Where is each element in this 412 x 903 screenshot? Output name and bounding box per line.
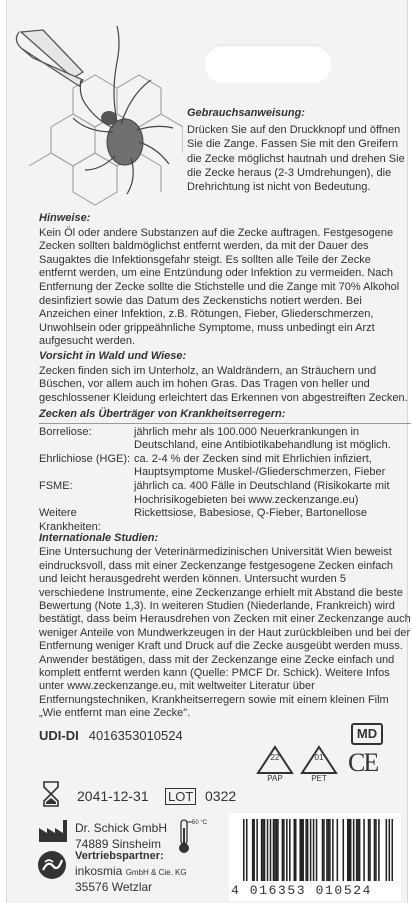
disease-desc: ca. 2-4 % der Zecken sind mit Ehrlichien infiziert, Hauptsymptome Muskel-/Gliederschmerzen, Fieber — [134, 452, 386, 479]
diseases-section — [39, 408, 411, 534]
studies-section — [39, 532, 411, 721]
barcode-bars — [243, 819, 393, 881]
barcode-bar — [389, 819, 391, 881]
barcode-bar — [252, 819, 254, 881]
disease-name: Weitere Krankheiten: — [39, 507, 101, 533]
disease-desc: Rickettsiose, Babesiose, Q-Fieber, Bartonellose — [134, 507, 367, 520]
barcode-digits: 4 016353 010524 — [231, 883, 373, 898]
disease-desc: jährlich mehr als 100.000 Neuerkrankungen in Deutschland, eine Antibiotikabehandlung ist möglich. — [134, 425, 391, 452]
barcode-bar — [350, 819, 352, 881]
barcode-bar — [270, 819, 272, 881]
recycle-code: 01 — [314, 753, 324, 762]
barcode-bar — [274, 819, 276, 881]
temperature-value: 50 °C — [192, 820, 208, 826]
udi-label: UDI-DI — [39, 728, 79, 743]
manufacturer-address: 74889 Sinsheim — [75, 837, 162, 851]
barcode-bar — [243, 819, 245, 881]
hang-hole — [203, 44, 333, 84]
diseases-table — [39, 426, 411, 535]
caution-section — [39, 350, 411, 405]
barcode-bar — [295, 819, 297, 881]
barcode-bar — [286, 819, 288, 881]
studies-heading: Internationale Studien: — [39, 532, 159, 544]
disease-desc: jährlich ca. 400 Fälle in Deutschland (Risikokarte mit Hochrisikogebieten bei www.zeckenzange.eu) — [134, 479, 390, 506]
udi-line — [39, 728, 183, 743]
barcode-bar — [328, 819, 330, 881]
distributor — [75, 849, 187, 895]
distributor-address: 35576 Wetzlar — [75, 880, 153, 894]
recycle-code: 22 — [270, 753, 280, 762]
barcode-bar — [323, 819, 325, 881]
recycling-symbol-plastic — [299, 744, 339, 788]
md-symbol: MD — [351, 723, 383, 745]
barcode-bar — [299, 819, 301, 881]
barcode-bar — [273, 819, 275, 881]
barcode-bar — [264, 819, 266, 881]
disease-name: Borreliose: — [39, 425, 92, 438]
expiry-date: 2041-12-31 — [77, 788, 149, 804]
caution-heading: Vorsicht in Wald und Wiese: — [39, 350, 187, 362]
inkosmia-logo-icon — [37, 850, 67, 880]
caution-text: Zecken finden sich im Unterholz, an Waldrändern, an Sträuchern und Büschen, vor allem auch im hohen Gras. Das Tragen von heller und geschlossener Kleidung erleichtert das Erkennen von abgestreiften Zecken. — [39, 364, 408, 404]
factory-icon — [37, 818, 69, 844]
barcode-bar — [277, 819, 279, 881]
barcode-bar — [343, 819, 345, 881]
tick-removal-illustration — [13, 18, 183, 208]
barcode-bar — [246, 819, 248, 881]
distributor-suffix: GmbH & Cie. KG — [125, 868, 187, 877]
manufacturer — [75, 820, 167, 852]
barcode-bar — [294, 819, 296, 881]
barcode-bar — [322, 819, 324, 881]
hourglass-icon — [39, 780, 63, 808]
barcode — [229, 813, 401, 901]
disease-name: Ehrlichiose (HGE): — [39, 452, 131, 465]
barcode-bar — [353, 819, 355, 881]
barcode-bar — [289, 819, 291, 881]
barcode-bar — [374, 819, 376, 881]
barcode-bar — [329, 819, 331, 881]
barcode-bar — [375, 819, 377, 881]
barcode-bar — [356, 819, 358, 881]
barcode-bar — [267, 819, 269, 881]
barcode-bar — [310, 819, 312, 881]
package-back — [6, 0, 411, 903]
barcode-bar — [392, 819, 393, 881]
barcode-bar — [337, 819, 339, 881]
barcode-bar — [378, 819, 380, 881]
barcode-bar — [256, 819, 258, 881]
barcode-bar — [363, 819, 365, 881]
udi-value: 4016353010524 — [88, 728, 183, 743]
ce-mark: CE — [348, 748, 378, 777]
recycling-symbol-paper — [255, 744, 295, 788]
usage-heading: Gebrauchsanweisung: — [187, 107, 305, 119]
hints-text: Kein Öl oder andere Substanzen auf die Zecke auftragen. Festgesogene Zecken sollten baldmöglichst entfernt werden, da mit der Dauer des Saugaktes die Infektionsgefahr steigt. Es sollten alle Teile der Zecke entfernt werden, um eine Entzündung oder Infektion zu vermeiden. Nach Entfernung der Zecke sollte die Stichstelle und die Zange mit 70% Alkohol desinfiziert sowie das Datum des Zeckenstichs notiert werden. Bei Anzeichen einer Infektion, z.B. Rötungen, Fieber, Gliederschmerzen, Unwohlsein oder grippeähnliche Symptome, muss unbedingt ein Arzt aufgesucht werden. — [39, 226, 400, 348]
usage-section — [187, 106, 409, 194]
hints-heading: Hinweise: — [39, 212, 91, 224]
barcode-bar — [347, 819, 349, 881]
lot-number: 0322 — [205, 788, 237, 804]
barcode-bar — [357, 819, 359, 881]
barcode-bar — [261, 819, 263, 881]
barcode-bar — [307, 819, 309, 881]
barcode-bar — [348, 819, 350, 881]
recycle-material: PET — [311, 774, 327, 783]
barcode-bar — [282, 819, 284, 881]
distributor-heading: Vertriebspartner: — [75, 850, 164, 862]
barcode-bar — [359, 819, 361, 881]
barcode-bar — [316, 819, 318, 881]
barcode-bar — [368, 819, 370, 881]
barcode-bar — [369, 819, 371, 881]
usage-text: Drücken Sie auf den Druckknopf und öffnen Sie die Zange. Fassen Sie mit den Greifern die Zecke möglichst hautnah und drehen Sie die Zecke heraus (2-3 Umdrehungen), die Drehrichtung ist nicht von Bedeutung. — [187, 124, 405, 194]
barcode-bar — [262, 819, 264, 881]
disease-name: FSME: — [39, 479, 73, 492]
barcode-bar — [253, 819, 255, 881]
barcode-bar — [301, 819, 303, 881]
barcode-bar — [302, 819, 304, 881]
barcode-bar — [326, 819, 328, 881]
barcode-bar — [305, 819, 307, 881]
hints-section — [39, 212, 411, 349]
lot-label: LOT — [165, 788, 196, 805]
diseases-heading: Zecken als Überträger von Krankheitserregern: — [39, 408, 411, 424]
barcode-bar — [386, 819, 388, 881]
distributor-name: inkosmia — [75, 864, 123, 878]
barcode-bar — [313, 819, 315, 881]
barcode-bar — [283, 819, 285, 881]
manufacturer-name: Dr. Schick GmbH — [75, 821, 168, 835]
barcode-bar — [276, 819, 278, 881]
studies-text: Eine Untersuchung der Veterinärmedizinischen Universität Wien beweist eindrucksvoll, dass mit einer Zeckenzange festgesogene Zecken einfach und leicht herausgedreht werden können. Untersucht wurden 5 verschiedene Instrumente, eine Zeckenzange erhielt mit Abstand die beste Bewertung (Note 1,3). In weiteren Studien (Niederlande, Frankreich) wird bestätigt, dass beim Herausdrehen von Zecken mit einer Zeckenzange auch weniger Anteile von Mundwerkzeugen in der Haut zurückbleiben und bei der Entfernung weniger Kraft und Druck auf die Zecke ausgeübt werden muss. Anwender bestätigen, dass mit der Zeckenzange eine Zecke einfach und komplett entfernt werden kann (Quelle: PMCF Dr. Schick). Weitere Infos unter www.zeckenzange.eu, mit weltweiter Literatur über Entfernungstechniken, Krankheitserregern sowie mit einem kleinen Film „Wie entfernt man eine Zecke". — [39, 546, 411, 720]
recycle-material: PAP — [267, 774, 283, 783]
barcode-bar — [332, 819, 334, 881]
